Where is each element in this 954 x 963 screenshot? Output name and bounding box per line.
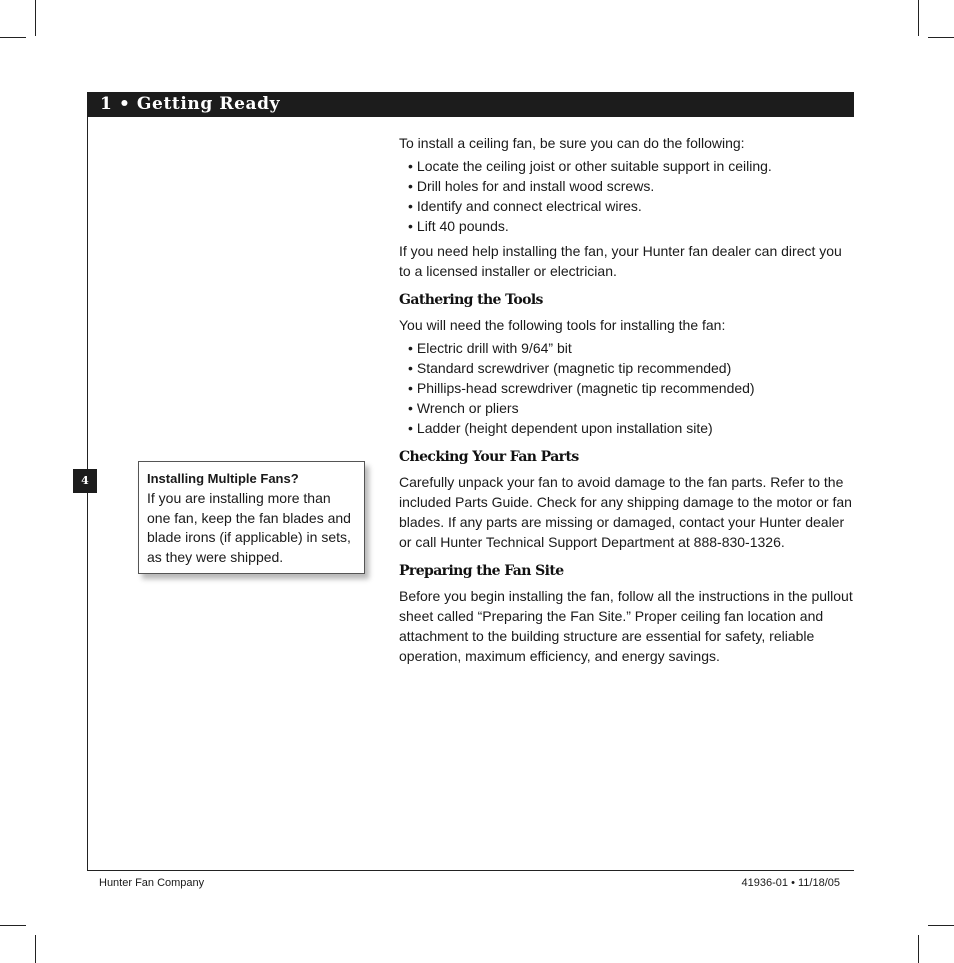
crop-mark	[35, 935, 36, 963]
list-item: • Phillips-head screwdriver (magnetic tip recommended)	[408, 380, 755, 396]
tools-list	[399, 338, 854, 438]
crop-mark	[0, 37, 26, 38]
intro-list	[399, 156, 854, 236]
sidebar-note-box	[138, 461, 365, 574]
list-item: • Electric drill with 9/64” bit	[408, 340, 572, 356]
frame-bottom-rule	[87, 870, 854, 871]
section-header-bar	[87, 92, 854, 117]
list-item: • Standard screwdriver (magnetic tip recommended)	[408, 360, 732, 376]
crop-mark	[35, 0, 36, 36]
crop-mark	[918, 0, 919, 36]
site-heading: Preparing the Fan Site	[399, 563, 564, 579]
intro-help-text: If you need help installing the fan, your Hunter fan dealer can direct you to a licensed installer or electrician.	[399, 243, 842, 279]
list-item: • Wrench or pliers	[408, 400, 519, 416]
sidebar-note-text: If you are installing more than one fan, keep the fan blades and blade irons (if applicable) in sets, as they were shipped.	[147, 490, 351, 565]
main-content	[399, 133, 854, 666]
footer-doc-id: 41936-01 • 11/18/05	[741, 877, 840, 889]
tools-heading: Gathering the Tools	[399, 292, 543, 308]
list-item: • Drill holes for and install wood screws.	[408, 178, 655, 194]
page-number-tab: 4	[73, 469, 97, 493]
site-text: Before you begin installing the fan, follow all the instructions in the pullout sheet called “Preparing the Fan Site.” Proper ceiling fan location and attachment to the building structure are essential for safety, reliable operation, maximum efficiency, and energy savings.	[399, 588, 853, 664]
sidebar-note-title: Installing Multiple Fans?	[147, 471, 299, 486]
parts-text: Carefully unpack your fan to avoid damage to the fan parts. Refer to the included Parts Guide. Check for any shipping damage to the motor or fan blades. If any parts are missing or damaged, contact your Hunter dealer or call Hunter Technical Support Department at 888-830-1326.	[399, 474, 852, 550]
crop-mark	[918, 935, 919, 963]
intro-lead: To install a ceiling fan, be sure you can do the following:	[399, 135, 745, 151]
crop-mark	[928, 37, 954, 38]
list-item: • Locate the ceiling joist or other suitable support in ceiling.	[408, 158, 772, 174]
footer-company: Hunter Fan Company	[99, 877, 205, 889]
crop-mark	[0, 925, 26, 926]
crop-mark	[928, 925, 954, 926]
list-item: • Ladder (height dependent upon installation site)	[408, 420, 713, 436]
section-title: 1 • Getting Ready	[100, 94, 281, 114]
list-item: • Identify and connect electrical wires.	[408, 198, 642, 214]
tools-lead: You will need the following tools for installing the fan:	[399, 317, 726, 333]
parts-heading: Checking Your Fan Parts	[399, 449, 579, 465]
list-item: • Lift 40 pounds.	[408, 218, 509, 234]
